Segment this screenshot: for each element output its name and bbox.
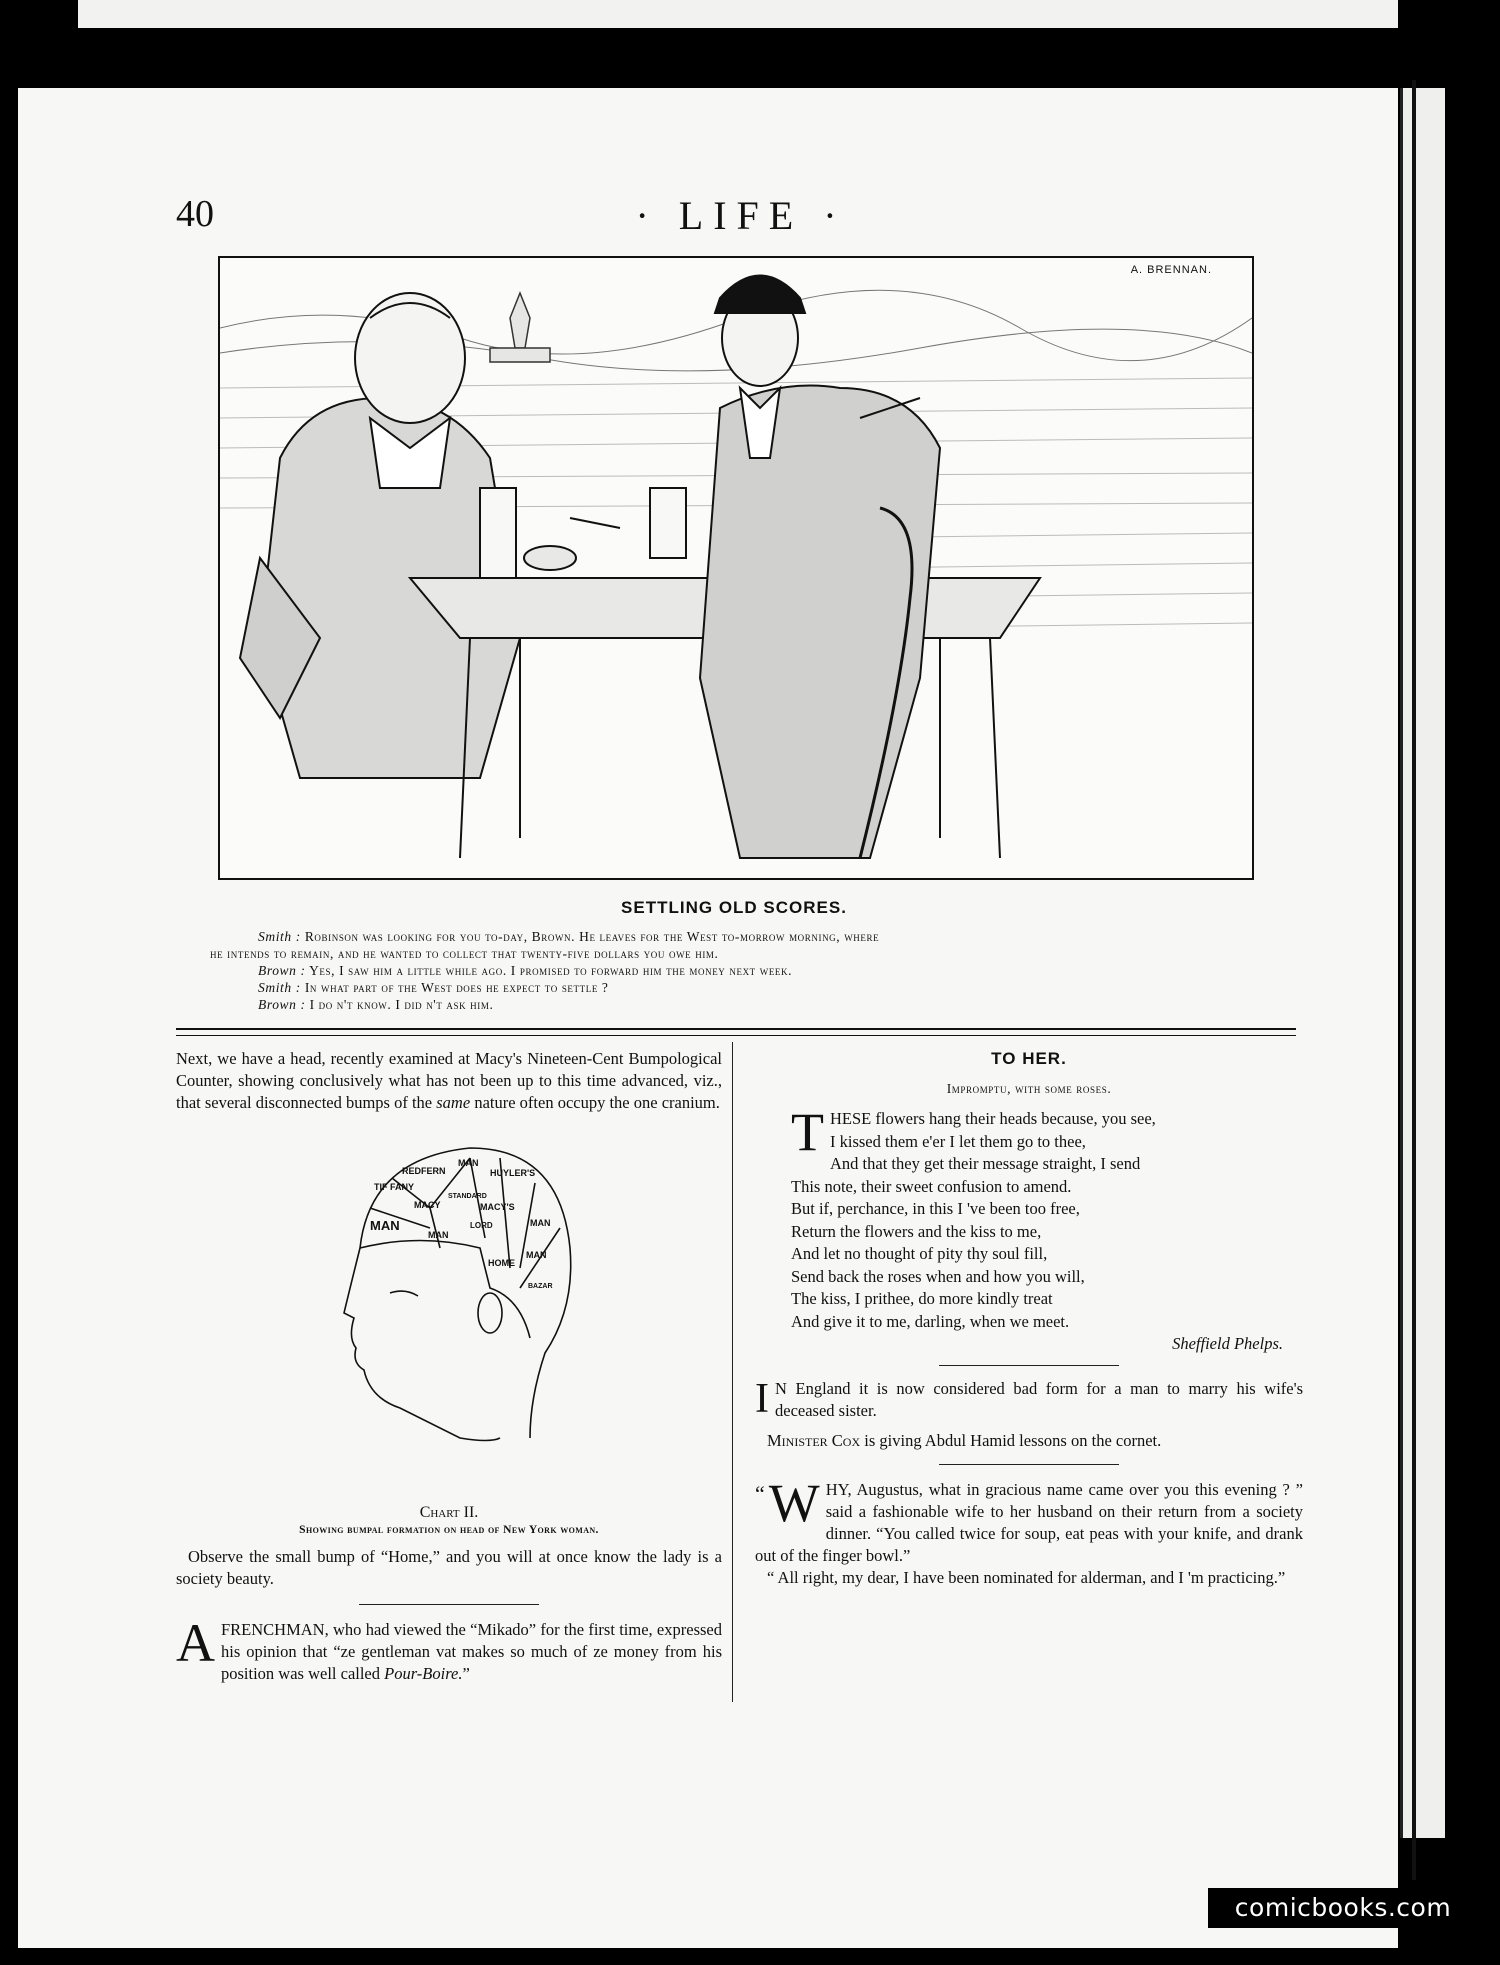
dialog-speaker: Smith :	[258, 929, 301, 944]
site-watermark: comicbooks.com	[1208, 1888, 1478, 1928]
cartoon-title: SETTLING OLD SCORES.	[621, 898, 847, 917]
binding-spine	[1412, 80, 1416, 1880]
dialog-line	[210, 928, 1270, 945]
drop-cap: W	[768, 1473, 820, 1533]
right-column	[755, 1048, 1303, 1589]
poem-author: Sheffield Phelps.	[1172, 1334, 1283, 1353]
augustus-paragraph: “ W HY, Augustus, what in gracious name came over you this evening ? ” said a fashionable wife to her husband on their return from a society dinner. “You called twice for soup, eat peas with your knife, and drank out of the finger bowl.”	[755, 1473, 1303, 1565]
head-label: HUYLER'S	[490, 1168, 536, 1178]
head-label: MAN	[526, 1250, 547, 1260]
masthead-title: · LIFE ·	[635, 193, 847, 238]
drop-cap: A	[176, 1613, 215, 1673]
dialog-speaker: Smith :	[258, 980, 301, 995]
poem-line: And give it to me, darling, when we meet.	[791, 1311, 1070, 1331]
left-column	[176, 1048, 722, 1114]
head-label: STANDARD	[448, 1193, 487, 1200]
head-label: MAN	[370, 1218, 400, 1233]
dialog-speaker: Brown :	[258, 997, 306, 1012]
dialog-text: he intends to remain, and he wanted to collect that twenty-five dollars you owe him.	[210, 946, 719, 961]
next-page-edge	[1400, 88, 1445, 1838]
phrenology-intro: Next, we have a head, recently examined at Macy's Nineteen-Cent Bumpological Counter, showing conclusively what has not been up to this time advanced, viz., that several disconnected bumps of the same nature often occupy the one cranium.	[176, 1049, 722, 1112]
bottom-border	[0, 1948, 1500, 1965]
short-rule	[359, 1604, 539, 1605]
artist-signature: A. BRENNAN.	[1130, 264, 1212, 276]
observe-paragraph: Observe the small bump of “Home,” and you will at once know the lady is a society beauty.	[176, 1547, 722, 1588]
previous-page-edge	[78, 0, 1398, 28]
poem-line: But if, perchance, in this I 've been too free,	[791, 1199, 1080, 1218]
head-label: LORD	[470, 1221, 493, 1230]
dialog-text: Yes, I saw him a little while ago. I promised to forward him the money next week.	[309, 963, 793, 978]
poem-line: I kissed them e'er I let them go to thee,	[830, 1131, 1086, 1151]
poem-line: And that they get their message straight, I send	[830, 1154, 1141, 1173]
chart-title: Chart II.	[419, 1504, 479, 1521]
head-label: TIF FANY	[374, 1182, 414, 1192]
short-rule	[939, 1464, 1119, 1465]
head-label: HOME	[488, 1258, 515, 1268]
dialog-line	[210, 962, 1270, 979]
head-label: BAZAR	[528, 1283, 553, 1290]
dialog-text: Robinson was looking for you to-day, Brown. He leaves for the West to-morrow morning, where	[304, 929, 880, 944]
head-label: MACY	[414, 1200, 441, 1210]
head-label: MAN	[530, 1218, 551, 1228]
dialog-text: I do n't know. I did n't ask him.	[309, 997, 494, 1012]
england-paragraph: I N England it is now considered bad form for a man to marry his wife's deceased sister.	[755, 1376, 1303, 1422]
poem-title: TO HER.	[991, 1049, 1067, 1068]
section-divider	[176, 1028, 1296, 1036]
page-header	[176, 192, 1306, 242]
short-rule	[939, 1365, 1119, 1366]
poem-line: Send back the roses when and how you will,	[791, 1266, 1085, 1286]
head-label: MAN	[428, 1230, 449, 1240]
reply-paragraph: “ All right, my dear, I have been nominated for alderman, and I 'm practicing.”	[767, 1568, 1286, 1587]
dialog-line	[210, 979, 1270, 996]
head-label: MAN	[458, 1158, 479, 1168]
drop-cap: T	[791, 1102, 824, 1162]
dialog-line	[210, 996, 1270, 1013]
cox-paragraph: Minister Cox is giving Abdul Hamid lessons on the cornet.	[767, 1431, 1162, 1450]
poem-line: The kiss, I prithee, do more kindly treat	[791, 1289, 1053, 1308]
poem-line: And let no thought of pity thy soul fill,	[791, 1244, 1048, 1263]
poem-line: HESE flowers hang their heads because, you see,	[830, 1109, 1156, 1128]
cartoon-drawing	[220, 258, 1252, 878]
poem-line: Return the flowers and the kiss to me,	[791, 1221, 1042, 1241]
cartoon-illustration	[218, 256, 1254, 880]
frenchman-paragraph: AFRENCHMAN, who had viewed the “Mikado” for the first time, expressed his opinion that “ze gentleman vat makes so much of ze money from his position was well called Pour-Boire.”	[176, 1613, 722, 1683]
cartoon-dialog	[210, 928, 1270, 1013]
column-divider	[732, 1042, 733, 1702]
page-number: 40	[176, 193, 214, 235]
dialog-speaker: Brown :	[258, 963, 306, 978]
poem-line: This note, their sweet confusion to amend.	[791, 1176, 1072, 1196]
chart-subtitle: Showing bumpal formation on head of New York woman.	[299, 1524, 599, 1536]
left-column-lower	[176, 1546, 722, 1685]
dialog-text: In what part of the West does he expect to settle ?	[304, 980, 609, 995]
dialog-line	[210, 945, 1270, 962]
phrenology-head-chart	[330, 1138, 580, 1468]
drop-cap: I	[755, 1376, 769, 1422]
head-label: REDFERN	[402, 1166, 446, 1176]
head-label: MACY'S	[480, 1202, 515, 1212]
poem	[755, 1102, 1303, 1333]
poem-subtitle: Impromptu, with some roses.	[946, 1081, 1112, 1096]
